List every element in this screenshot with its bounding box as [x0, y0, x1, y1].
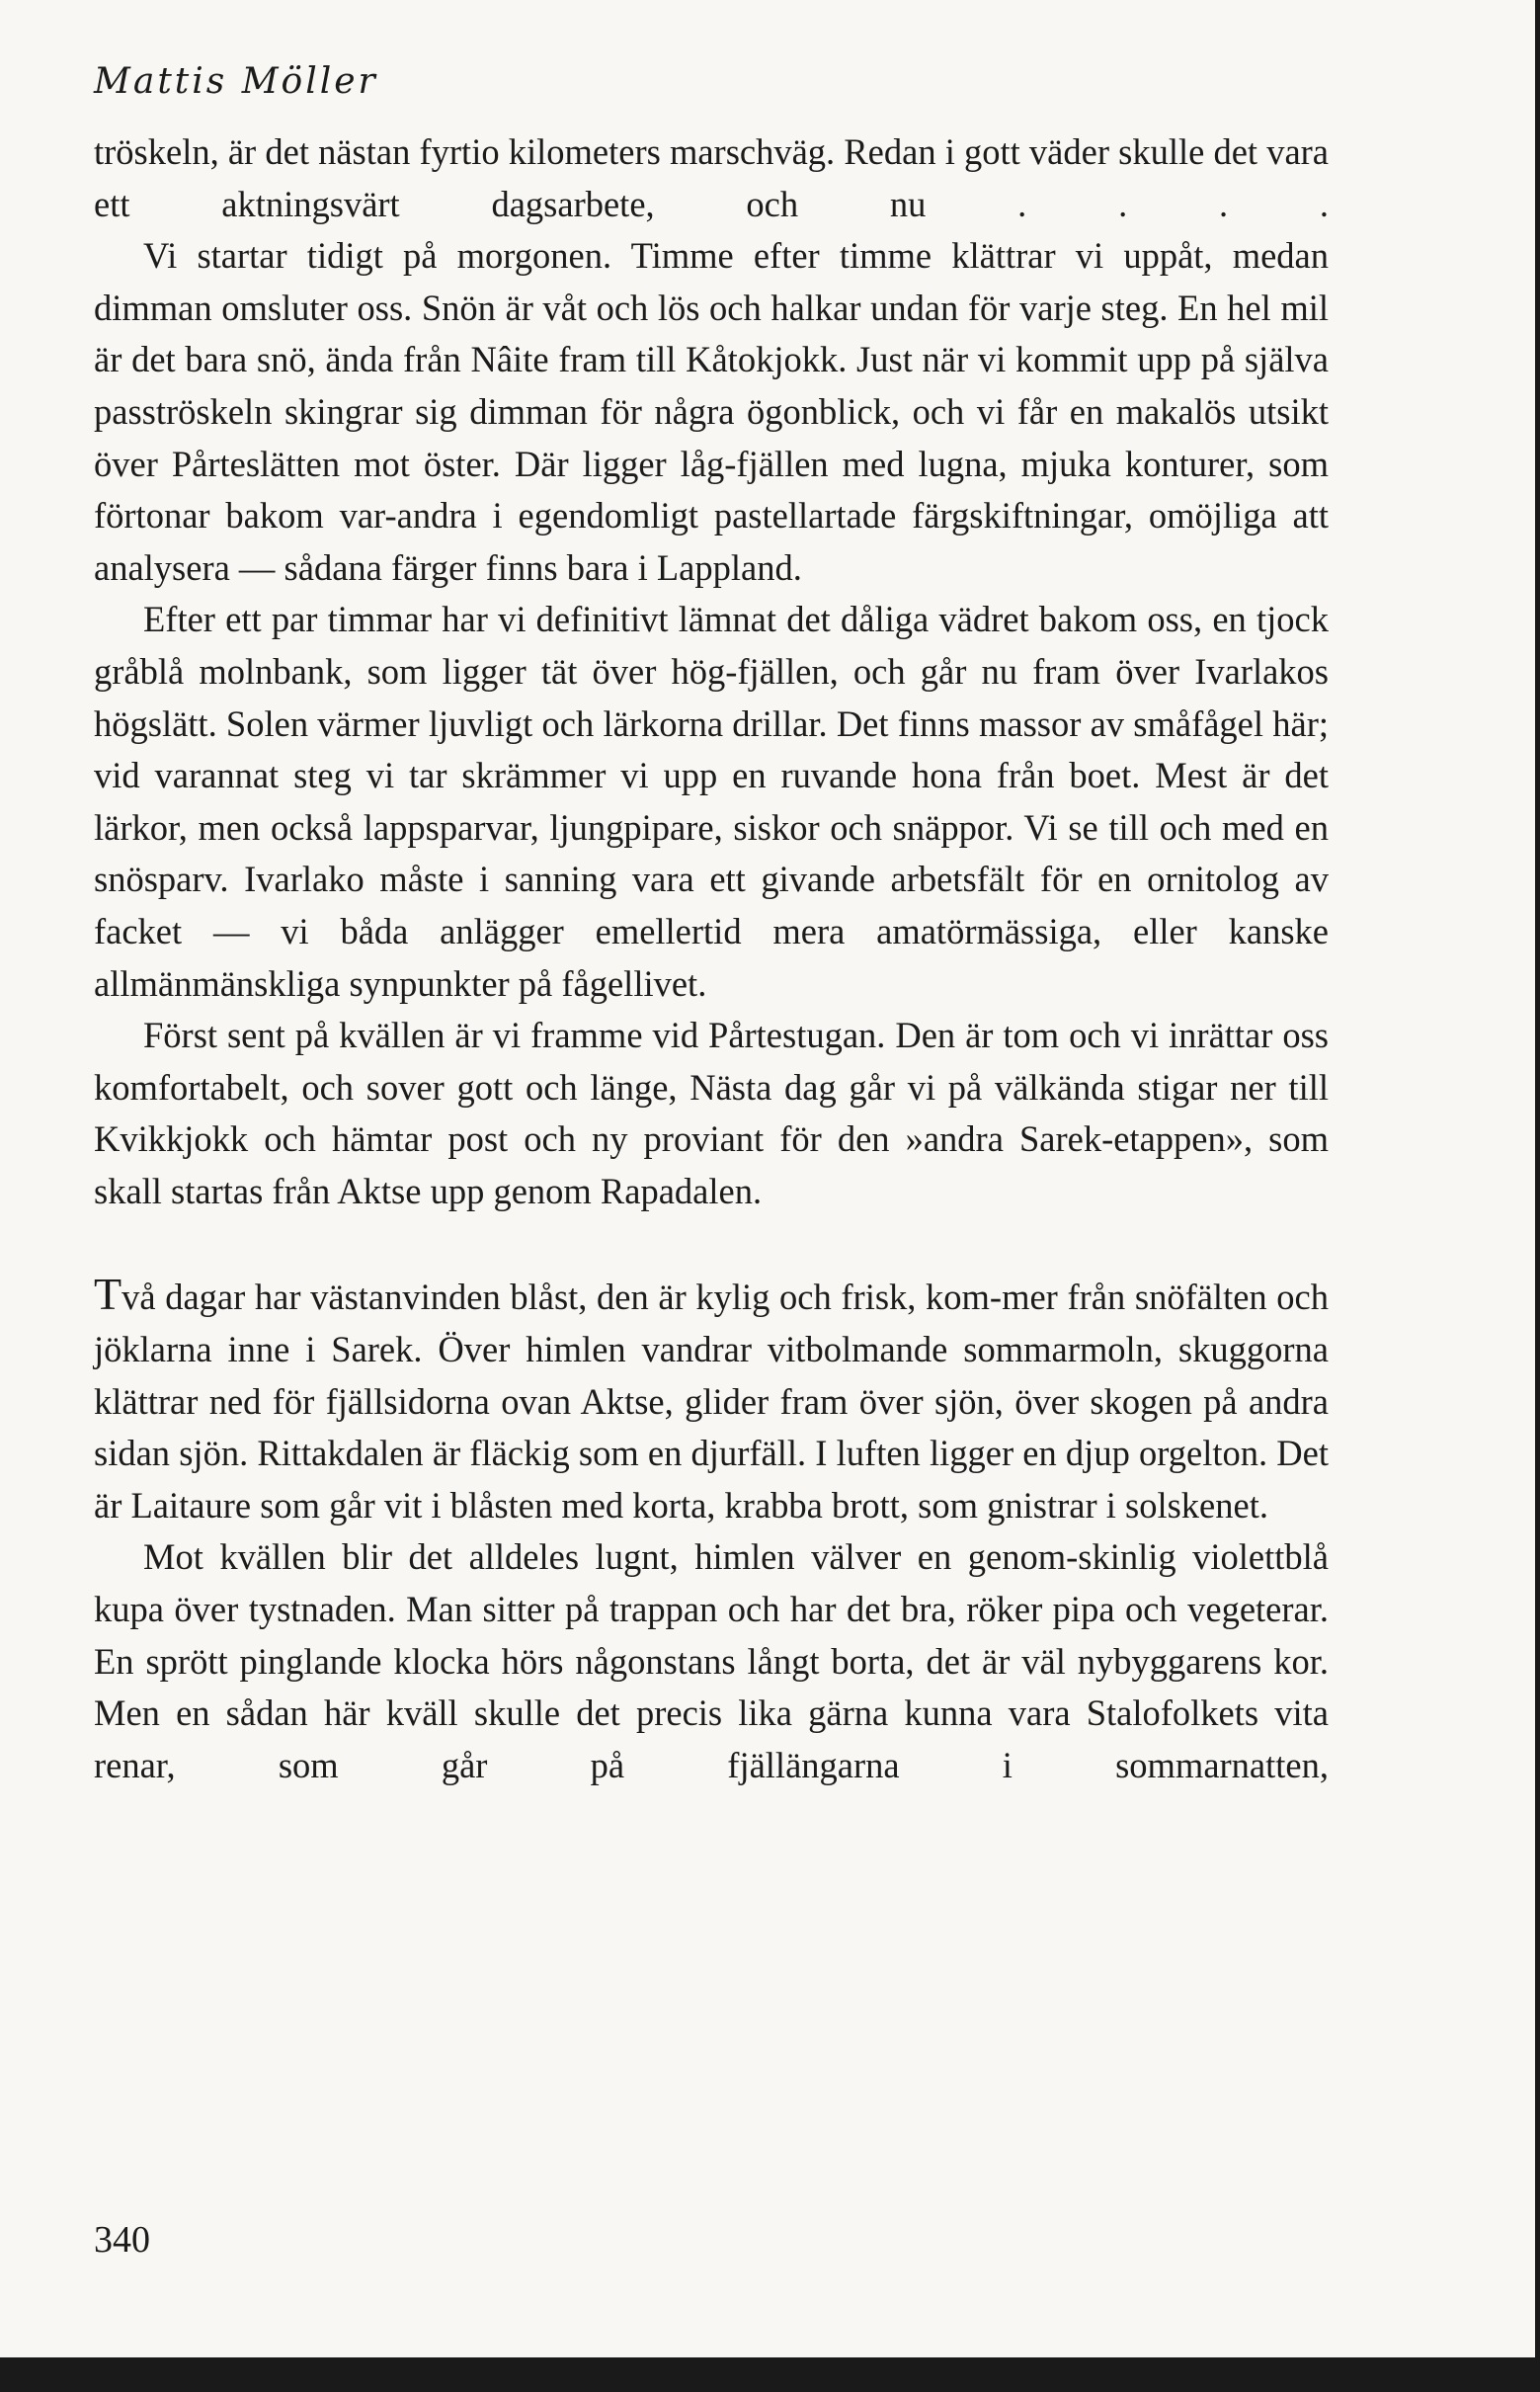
paragraph-west-wind [94, 1269, 1329, 1531]
paragraph-ivarlako-plateau: Efter ett par timmar har vi definitivt lämnat det dåliga vädret bakom oss, en tjock gråblå molnbank, som ligger tät över hög-fjällen, och går nu fram över Ivarlakos högslätt. Solen värmer ljuvligt och lärkorna drillar. Det finns massor av småfågel här; vid varannat steg vi tar skrämmer vi upp en ruvande hona från boet. Mest är det lärkor, men också lappsparvar, ljungpipare, siskor och snäppor. Vi se till och med en snösparv. Ivarlako måste i sanning vara ett givande arbetsfält för en ornitolog av facket — vi båda anlägger emellertid mera amatörmässiga, eller kanske allmänmänskliga synpunkter på fågellivet. [94, 599, 1329, 1004]
page-number: 340 [94, 2219, 150, 2261]
body-text [94, 126, 1329, 1791]
running-head: Mattis Möller [94, 61, 378, 102]
section-initial-letter: T [94, 1269, 122, 1320]
paragraph-evening-calm: Mot kvällen blir det alldeles lugnt, himlen välver en genom-skinlig violettblå kupa över tystnaden. Man sitter på trappan och har det bra, röker pipa och vegeterar. En sprött pinglande klocka hörs någonstans långt borta, det är väl nybyggarens kor. Men en sådan här kväll skulle det precis lika gärna kunna vara Stalofolkets vita renar, som går på fjällängarna i sommarnatten, [94, 1536, 1329, 1785]
paragraph-continuation: tröskeln, är det nästan fyrtio kilometers marschväg. Redan i gott väder skulle det vara ett aktningsvärt dagsarbete, och nu . . . . [94, 131, 1329, 224]
paragraph-morning-climb: Vi startar tidigt på morgonen. Timme efter timme klättrar vi uppåt, medan dimman omsluter oss. Snön är våt och lös och halkar undan för varje steg. En hel mil är det bara snö, ända från Nâite fram till Kåtokjokk. Just när vi kommit upp på själva pasströskeln skingrar sig dimman för några ögonblick, och vi får en makalös utsikt över Pårteslätten mot öster. Där ligger låg-fjällen med lugna, mjuka konturer, som förtonar bakom var-andra i egendomligt pastellartade färgskiftningar, omöjliga att analysera — sådana färger finns bara i Lappland. [94, 235, 1329, 588]
paragraph-partestugan: Först sent på kvällen är vi framme vid Pårtestugan. Den är tom och vi inrättar oss komfortabelt, och sover gott och länge, Nästa dag går vi på välkända stigar ner till Kvikkjokk och hämtar post och ny proviant för den »andra Sarek-etappen», som skall startas från Aktse upp genom Rapadalen. [94, 1015, 1329, 1211]
paragraph-west-wind-text: vå dagar har västanvinden blåst, den är kylig och frisk, kom-mer från snöfälten och jöklarna inne i Sarek. Över himlen vandrar vitbolmande sommarmoln, skuggorna klättrar ned för fjällsidorna ovan Aktse, glider fram över sjön, över skogen på andra sidan sjön. Rittakdalen är fläckig som en djurfäll. I luften ligger en djup orgelton. Det är Laitaure som går vit i blåsten med korta, krabba brott, som gnistrar i solskenet. [94, 1277, 1329, 1526]
